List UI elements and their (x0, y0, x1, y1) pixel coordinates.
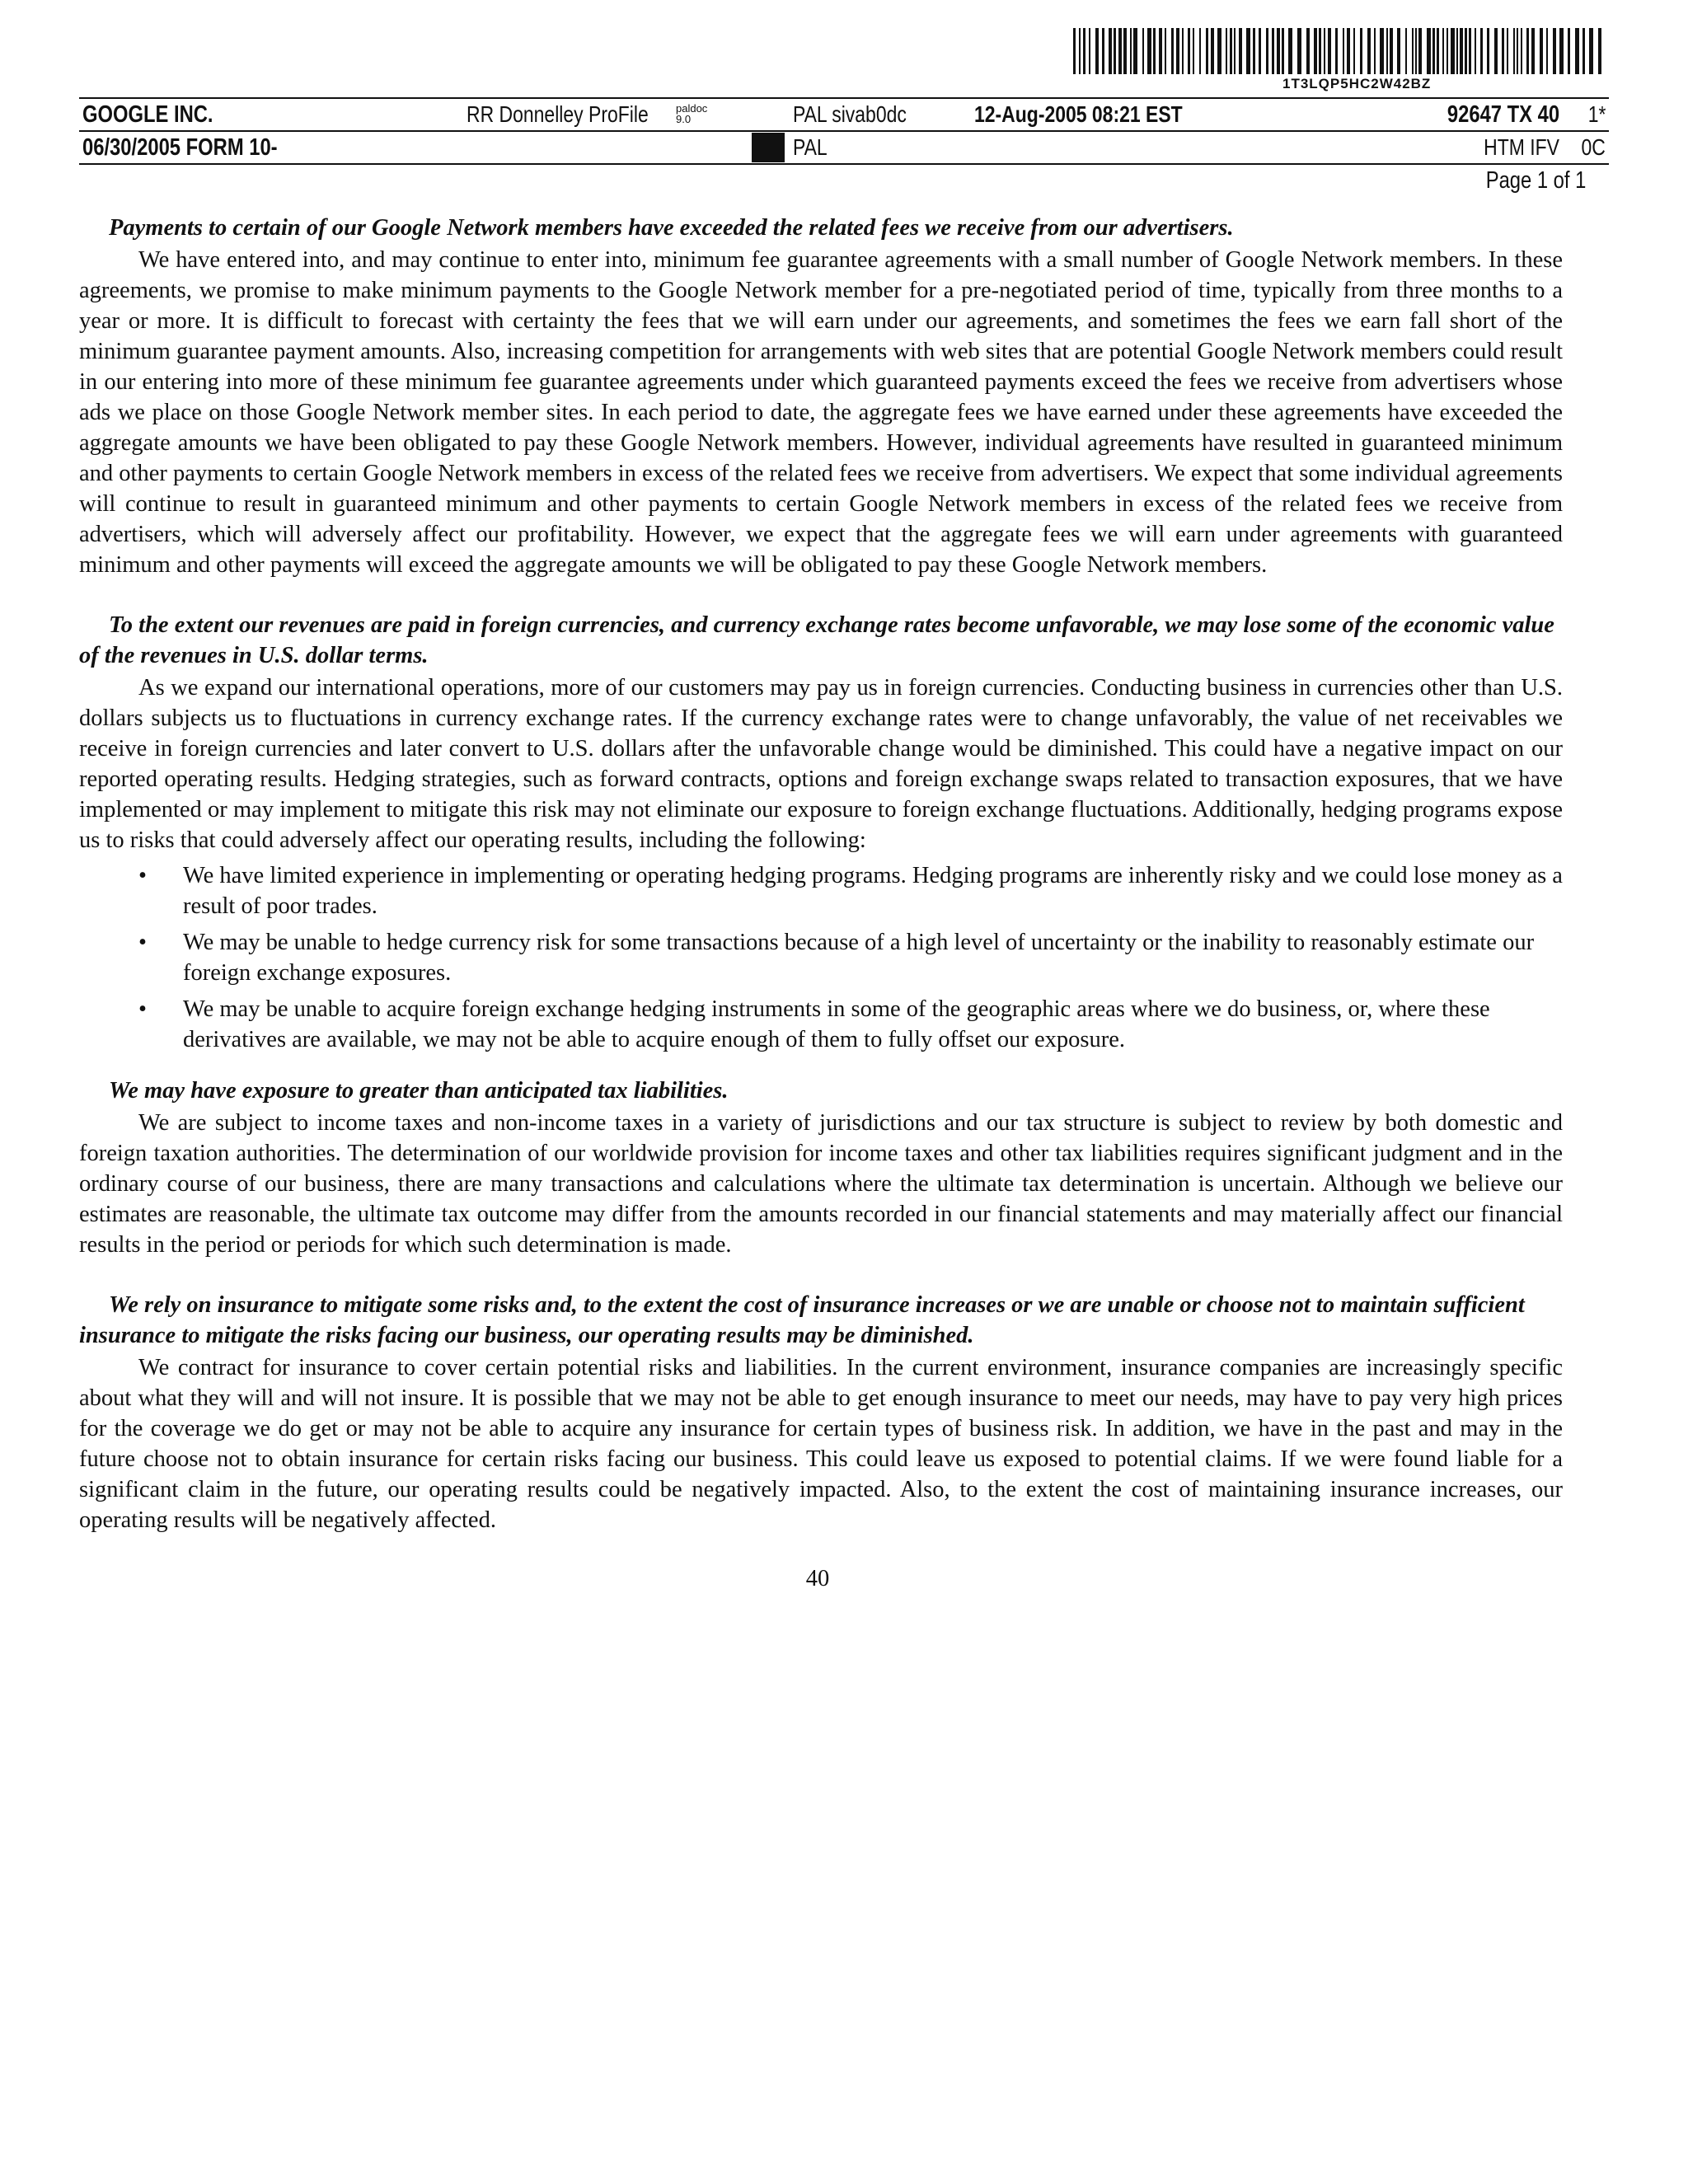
list-item-text: We have limited experience in implementing or operating hedging programs. Hedging programs are inherently risky and we could lose money as a result of poor trades. (183, 863, 1563, 919)
barcode-id: 1T3LQP5HC2W42BZ (1282, 76, 1432, 91)
section-paragraph: We contract for insurance to cover certain potential risks and liabilities. In the current environment, insurance companies are increasingly specific about what they will and will not insure. It is possible that we may not be able to get enough insurance to meet our needs, may have to pay very high prices for the coverage we do get or may not be able to acquire any insurance for certain types of business risk. In addition, we have in the past and may in the future choose not to obtain insurance for certain risks facing our business. This could leave us exposed to potential claims. If we were found liable for a significant claim in the future, our operating results could be negatively impacted. Also, to the extent the cost of maintaining insurance increases, our operating results will be negatively affected. (79, 1355, 1563, 1533)
list-item (79, 994, 1563, 1055)
section-heading: Payments to certain of our Google Network members have exceeded the related fees we receive from our advertisers. (109, 215, 1234, 241)
list-item-text: We may be unable to hedge currency risk for some transactions because of a high level of uncertainty or the inability to reasonably estimate our foreign exchange exposures. (183, 930, 1535, 986)
header-rule-middle (79, 130, 1609, 132)
header-paldoc-bottom: 9.0 (676, 113, 692, 125)
header-rule-top (79, 97, 1609, 99)
header-job: 92647 TX 40 (1447, 101, 1559, 128)
section-paragraph: We have entered into, and may continue to enter into, minimum fee guarantee agreements with a small number of Google Network members. In these agreements, we promise to make minimum payments to the Google Network member for a pre-negotiated period of time, typically from three months to a year or more. It is difficult to forecast with certainty the fees that we will earn under our agreements, and sometimes the fees we earn fall short of the minimum guarantee payment amounts. Also, increasing competition for arrangements with web sites that are potential Google Network members could result in our entering into more of these minimum fee guarantee agreements under which guaranteed payments exceed the fees we receive from advertisers whose ads we place on those Google Network member sites. In each period to date, the aggregate fees we have earned under these agreements have exceeded the aggregate amounts we have been obligated to pay these Google Network members. However, individual agreements have resulted in guaranteed minimum and other payments to certain Google Network members in excess of the related fees we receive from advertisers. We expect that some individual agreements will continue to result in guaranteed minimum and other payments to certain Google Network members in excess of the related fees we receive from advertisers, which will adversely affect our profitability. However, we expect that the aggregate fees we will earn under agreements with guaranteed minimum and other payments will exceed the aggregate amounts we will be obligated to pay these Google Network members. (79, 247, 1563, 578)
section-foreign-currency (79, 610, 1563, 1055)
section-paragraph: As we expand our international operations, more of our customers may pay us in foreign currencies. Conducting business in currencies other than U.S. dollars subjects us to fluctuations in currency exchange rates. If the currency exchange rates were to change unfavorably, the value of net receivables we receive in foreign currencies and later convert to U.S. dollars after the unfavorable change would be diminished. This could have a negative impact on our reported operating results. Hedging strategies, such as forward contracts, options and foreign exchange swaps related to transaction exposures, that we have implemented or may implement to mitigate this risk may not eliminate our exposure to foreign exchange fluctuations. Additionally, hedging programs expose us to risks that could adversely affect our operating results, including the following: (79, 675, 1563, 853)
section-insurance (79, 1290, 1563, 1535)
list-item (79, 927, 1563, 988)
header-datetime: 12-Aug-2005 08:21 EST (974, 101, 1183, 127)
document-body (79, 213, 1563, 1594)
bullet-marker: • (138, 996, 147, 1022)
header-row-2 (79, 133, 1609, 162)
bullet-marker: • (138, 863, 147, 888)
section-paragraph: We are subject to income taxes and non-income taxes in a variety of jurisdictions and our tax structure is subject to review by both domestic and foreign taxation authorities. The determination of our worldwide provision for income taxes and other tax liabilities requires significant judgment and in the ordinary course of our business, there are many transactions and calculations where the ultimate tax determination is uncertain. Although we believe our estimates are reasonable, the ultimate tax outcome may differ from the amounts recorded in our financial statements and may materially affect our financial results in the period or periods for which such determination is made. (79, 1110, 1563, 1258)
header-page-of: Page 1 of 1 (1485, 167, 1586, 194)
header-row-1 (79, 100, 1609, 129)
section-network-payments (79, 213, 1563, 580)
header-company: GOOGLE INC. (82, 101, 213, 128)
list-item-text: We may be unable to acquire foreign exchange hedging instruments in some of the geographic areas where we do business, or, where these derivatives are available, we may not be able to acquire enough of them to fully offset our exposure. (183, 996, 1490, 1052)
header-row-3 (79, 165, 1609, 196)
section-tax-liabilities (79, 1076, 1563, 1260)
section-heading: We rely on insurance to mitigate some risks and, to the extent the cost of insurance increases or we are unable or choose not to maintain sufficient insurance to mitigate the risks facing our business, our operating results may be diminished. (79, 1292, 1525, 1348)
header-revision: 1* (1587, 101, 1606, 127)
list-item (79, 860, 1563, 921)
header-filing: 06/30/2005 FORM 10- (82, 134, 278, 161)
header-operator: PAL sivab0dc (793, 101, 907, 127)
header-system: RR Donnelley ProFile (467, 101, 649, 127)
header-paldoc-top: paldoc (676, 102, 708, 115)
header-location: PAL (793, 134, 828, 160)
page-number: 40 (805, 1566, 830, 1591)
section-heading: We may have exposure to greater than anticipated tax liabilities. (109, 1078, 729, 1104)
bullet-list (79, 860, 1563, 1055)
header-format: HTM IFV (1484, 134, 1559, 160)
header-code: 0C (1581, 134, 1606, 160)
bullet-marker: • (138, 930, 147, 955)
header-black-marker (752, 133, 785, 162)
barcode-image (1073, 28, 1607, 79)
section-heading: To the extent our revenues are paid in foreign currencies, and currency exchange rates become unfavorable, we may lose some of the economic value of the revenues in U.S. dollar terms. (79, 612, 1554, 668)
